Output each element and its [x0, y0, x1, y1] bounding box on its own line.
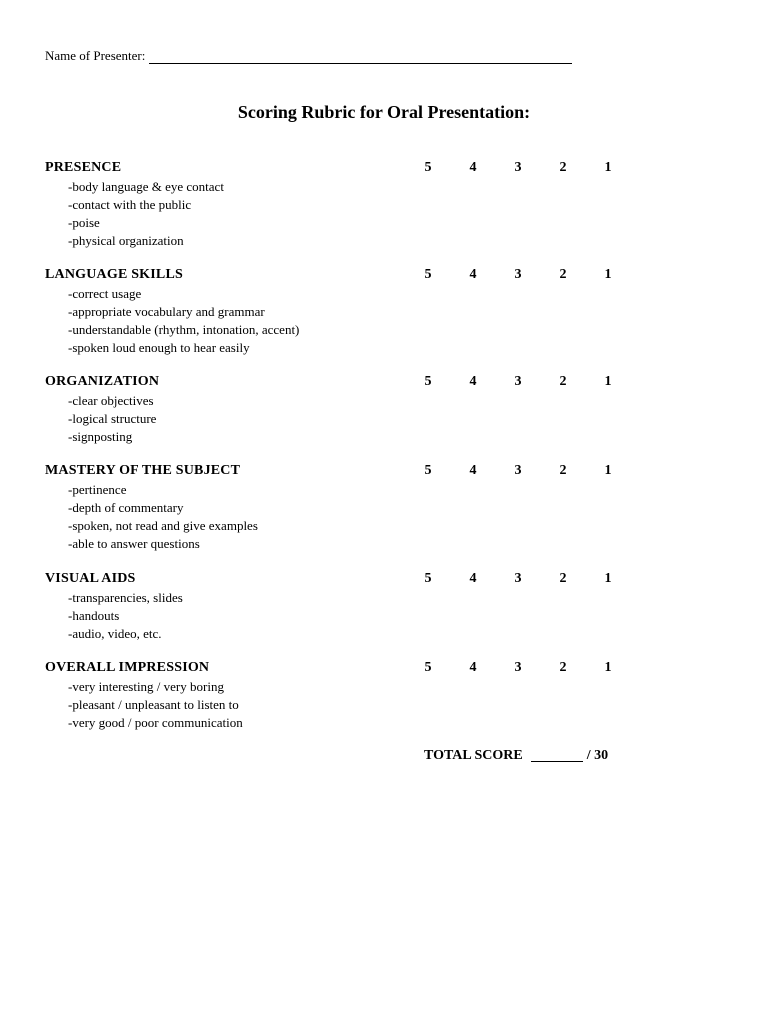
presenter-name-line — [45, 48, 572, 64]
criterion-item: -correct usage — [68, 286, 142, 301]
criterion-item: -clear objectives — [68, 393, 154, 408]
criterion-item: -contact with the public — [68, 197, 192, 212]
section-header — [45, 374, 645, 392]
section-header — [45, 160, 645, 178]
section-name: ORGANIZATION — [45, 374, 160, 389]
section-header — [45, 267, 645, 285]
score-option-2[interactable]: 2 — [559, 571, 567, 586]
score-option-4[interactable]: 4 — [469, 160, 477, 175]
criteria-list — [45, 678, 645, 732]
score-option-2[interactable]: 2 — [559, 267, 567, 282]
section-name: PRESENCE — [45, 160, 122, 175]
criterion-item: -pertinence — [68, 482, 127, 497]
rubric-title-text: Scoring Rubric for Oral Presentation: — [237, 102, 531, 122]
score-option-3[interactable]: 3 — [514, 660, 522, 675]
criterion-item: -very interesting / very boring — [68, 679, 224, 694]
presenter-name-blank[interactable] — [149, 49, 572, 64]
section-header — [45, 571, 645, 589]
rubric-section — [45, 463, 645, 553]
criterion-item: -understandable (rhythm, intonation, accent) — [68, 322, 300, 337]
section-name: LANGUAGE SKILLS — [45, 267, 183, 282]
criteria-list — [45, 392, 645, 446]
score-option-1[interactable]: 1 — [604, 571, 612, 586]
section-header — [45, 463, 645, 481]
score-option-1[interactable]: 1 — [604, 660, 612, 675]
section-name: OVERALL IMPRESSION — [45, 660, 210, 675]
score-option-3[interactable]: 3 — [514, 571, 522, 586]
score-option-2[interactable]: 2 — [559, 160, 567, 175]
criterion-item: -physical organization — [68, 233, 184, 248]
score-option-5[interactable]: 5 — [424, 374, 432, 389]
criterion-item: -spoken, not read and give examples — [68, 518, 258, 533]
score-option-1[interactable]: 1 — [604, 463, 612, 478]
criterion-item: -spoken loud enough to hear easily — [68, 340, 250, 355]
criterion-item: -body language & eye contact — [68, 179, 224, 194]
criteria-list — [45, 589, 645, 643]
rubric-section — [45, 160, 645, 250]
score-option-5[interactable]: 5 — [424, 267, 432, 282]
score-option-3[interactable]: 3 — [514, 374, 522, 389]
criteria-list — [45, 285, 645, 357]
score-option-4[interactable]: 4 — [469, 571, 477, 586]
criteria-list — [45, 481, 645, 553]
score-option-4[interactable]: 4 — [469, 463, 477, 478]
score-option-1[interactable]: 1 — [604, 374, 612, 389]
section-header — [45, 660, 645, 678]
criterion-item: -poise — [68, 215, 100, 230]
rubric-section — [45, 374, 645, 446]
rubric-title — [0, 102, 768, 123]
criterion-item: -handouts — [68, 608, 120, 623]
score-option-2[interactable]: 2 — [559, 463, 567, 478]
criterion-item: -able to answer questions — [68, 536, 200, 551]
rubric-section — [45, 660, 645, 732]
score-option-4[interactable]: 4 — [469, 374, 477, 389]
score-option-5[interactable]: 5 — [424, 160, 432, 175]
score-option-4[interactable]: 4 — [469, 267, 477, 282]
criterion-item: -appropriate vocabulary and grammar — [68, 304, 265, 319]
criterion-item: -transparencies, slides — [68, 590, 183, 605]
total-score-label: TOTAL SCORE — [424, 748, 523, 763]
score-option-3[interactable]: 3 — [514, 160, 522, 175]
criteria-list — [45, 178, 645, 250]
score-option-5[interactable]: 5 — [424, 571, 432, 586]
criterion-item: -logical structure — [68, 411, 157, 426]
score-option-5[interactable]: 5 — [424, 463, 432, 478]
rubric-section — [45, 267, 645, 357]
total-score-blank[interactable] — [531, 748, 583, 762]
presenter-label: Name of Presenter: — [45, 48, 146, 63]
score-option-1[interactable]: 1 — [604, 160, 612, 175]
criterion-item: -audio, video, etc. — [68, 626, 162, 641]
score-option-4[interactable]: 4 — [469, 660, 477, 675]
score-option-5[interactable]: 5 — [424, 660, 432, 675]
criterion-item: -signposting — [68, 429, 133, 444]
section-name: VISUAL AIDS — [45, 571, 136, 586]
total-score-max: / 30 — [586, 748, 609, 763]
score-option-3[interactable]: 3 — [514, 463, 522, 478]
score-option-2[interactable]: 2 — [559, 374, 567, 389]
score-option-1[interactable]: 1 — [604, 267, 612, 282]
total-score-line — [424, 748, 608, 764]
criterion-item: -very good / poor communication — [68, 715, 243, 730]
criterion-item: -depth of commentary — [68, 500, 184, 515]
criterion-item: -pleasant / unpleasant to listen to — [68, 697, 239, 712]
score-option-2[interactable]: 2 — [559, 660, 567, 675]
section-name: MASTERY OF THE SUBJECT — [45, 463, 241, 478]
rubric-section — [45, 571, 645, 643]
score-option-3[interactable]: 3 — [514, 267, 522, 282]
